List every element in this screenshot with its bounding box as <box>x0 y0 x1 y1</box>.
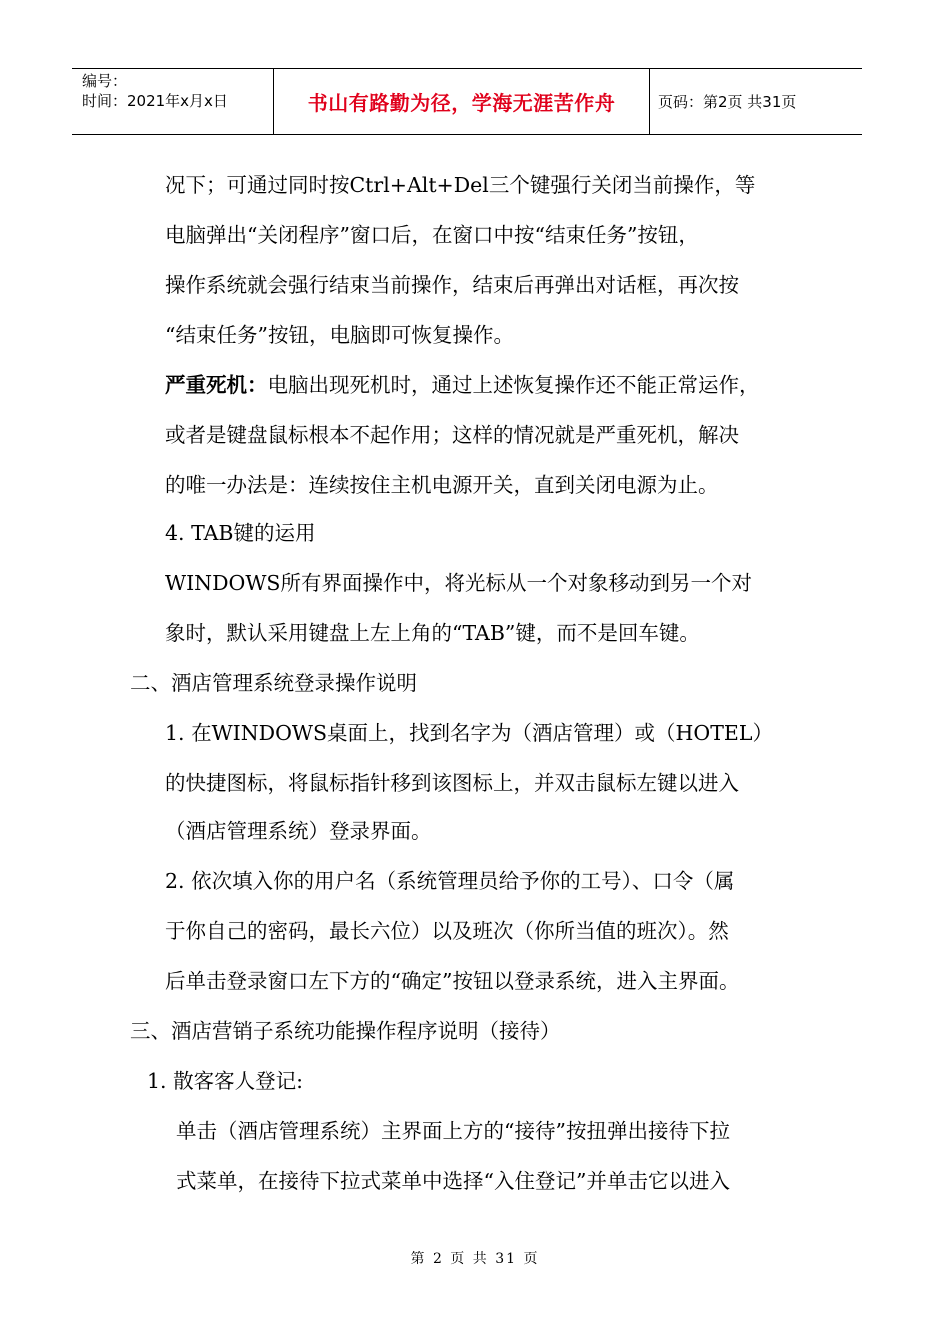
term-severe-crash: 严重死机： <box>165 373 268 397</box>
term-definition: 电脑出现死机时，通过上述恢复操作还不能正常运作， <box>267 373 760 397</box>
paragraph-line: 单击（酒店管理系统）主界面上方的“接待”按扭弹出接待下拉 <box>176 1119 730 1143</box>
document-time: 时间：2021年x月x日 <box>82 92 228 110</box>
paragraph-line: 1. 在WINDOWS桌面上，找到名字为（酒店管理）或（HOTEL） <box>165 721 773 745</box>
header-meta <box>72 69 274 134</box>
paragraph-line <box>165 372 760 398</box>
section-heading: 三、酒店营销子系统功能操作程序说明（接待） <box>130 1019 561 1043</box>
paragraph-line: （酒店管理系统）登录界面。 <box>165 819 432 843</box>
paragraph-line: 2. 依次填入你的用户名（系统管理员给予你的工号）、口令（属 <box>165 869 735 893</box>
paragraph-line: 或者是键盘鼠标根本不起作用；这样的情况就是严重死机，解决 <box>165 423 739 447</box>
paragraph-line: 后单击登录窗口左下方的“确定”按钮以登录系统，进入主界面。 <box>165 969 740 993</box>
page-footer: 第 2 页 共 31 页 <box>410 1251 540 1267</box>
paragraph-line: 的快捷图标，将鼠标指针移到该图标上，并双击鼠标左键以进入 <box>165 771 739 795</box>
page-header <box>72 68 862 135</box>
paragraph-line: 的唯一办法是：连续按住主机电源开关，直到关闭电源为止。 <box>165 473 719 497</box>
paragraph-line: 象时，默认采用键盘上左上角的“TAB”键，而不是回车键。 <box>165 621 700 645</box>
paragraph-line: 操作系统就会强行结束当前操作，结束后再弹出对话框，再次按 <box>165 273 739 297</box>
paragraph-line: WINDOWS所有界面操作中，将光标从一个对象移动到另一个对 <box>165 571 752 595</box>
paragraph-line: 式菜单，在接待下拉式菜单中选择“入住登记”并单击它以进入 <box>176 1169 730 1193</box>
paragraph-line: 况下；可通过同时按Ctrl+Alt+Del三个键强行关闭当前操作，等 <box>165 173 756 197</box>
section-heading: 4. TAB键的运用 <box>165 521 316 545</box>
document-number-label: 编号： <box>82 72 128 90</box>
paragraph-line: “结束任务”按钮，电脑即可恢复操作。 <box>165 323 514 347</box>
header-motto: 书山有路勤为径，学海无涯苦作舟 <box>274 69 650 134</box>
header-page-info: 页码：第2页 共31页 <box>658 93 797 111</box>
paragraph-line: 于你自己的密码，最长六位）以及班次（你所当值的班次）。然 <box>165 919 729 943</box>
paragraph-line: 电脑弹出“关闭程序”窗口后，在窗口中按“结束任务”按钮， <box>165 223 699 247</box>
section-heading: 二、酒店管理系统登录操作说明 <box>130 671 417 695</box>
subsection-heading: 1. 散客客人登记: <box>147 1069 303 1093</box>
